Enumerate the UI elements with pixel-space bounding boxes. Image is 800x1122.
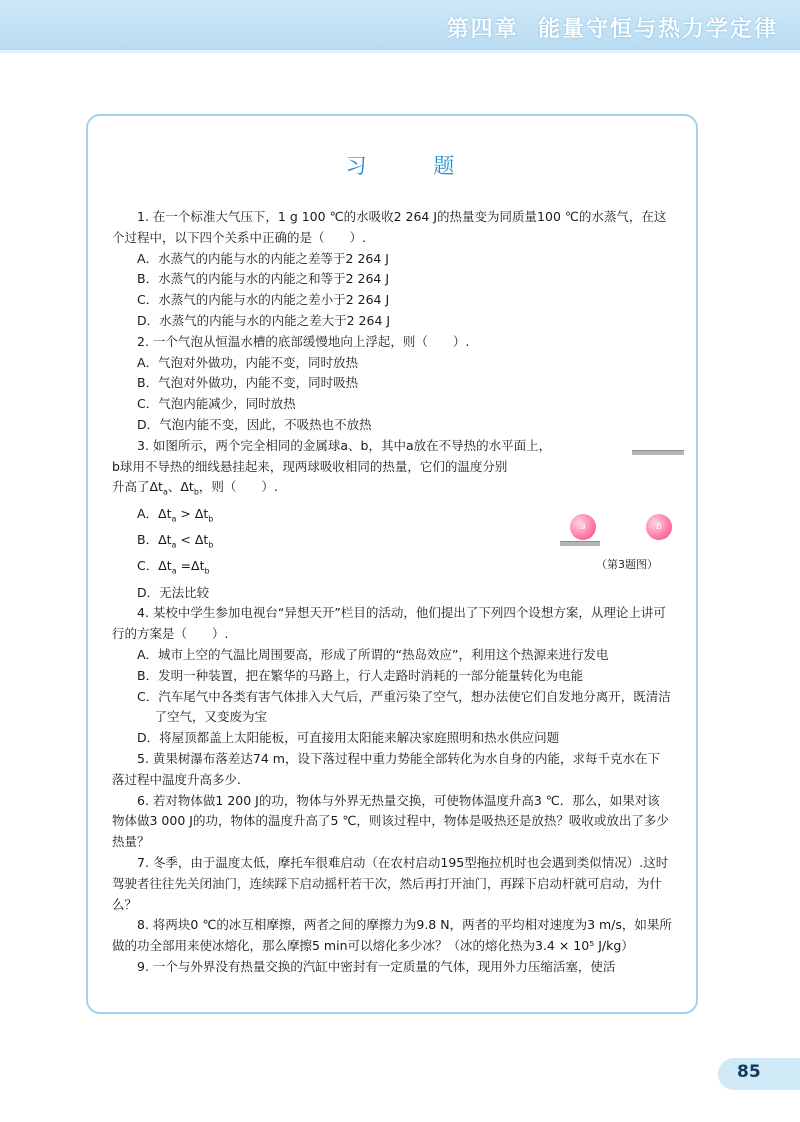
question-7: 7. 冬季，由于温度太低，摩托车很难启动（在农村启动195型拖拉机时也会遇到类似情况）.这时驾驶者往往先关闭油门，连续踩下启动摇杆若干次，然后再打开油门，再踩下启动杆就可启动，为什么？: [112, 854, 669, 912]
question-3-stem-line3: 升高了$\Delta t_a$、$\Delta t_b$，则（ ）.: [112, 479, 278, 497]
question-3-stem-line2: b球用不导热的细线悬挂起来，现两球吸收相同的热量，它们的温度分别: [112, 458, 508, 474]
question-3-option-a: A．$\Delta t_a > \Delta t_b$: [137, 505, 214, 524]
question-3-stem-line1: 3. 如图所示，两个完全相同的金属球a、b，其中a放在不导热的水平面上，: [137, 437, 552, 453]
question-9: 9. 一个与外界没有热量交换的汽缸中密封有一定质量的气体，现用外力压缩活塞，使活: [137, 958, 616, 974]
question-3-option-b: B．$\Delta t_a < \Delta t_b$: [137, 531, 214, 550]
section-title: 习 题: [345, 154, 485, 178]
question-2-option-c: C．气泡内能减少，同时放热: [137, 396, 296, 412]
figure-caption: （第3题图）: [596, 558, 658, 571]
question-6: 6. 若对物体做1 200 J的功，物体与外界无热量交换，可使物体温度升高3 ℃．那么，如果对该物体做3 000 J的功，物体的温度升高了5 ℃，则该过程中，物体是吸热还是放热？吸收或放出了多少热量？: [112, 792, 669, 850]
question-1-option-b: B．水蒸气的内能与水的内能之和等于2 264 J: [137, 271, 390, 287]
question-1-option-a: A．水蒸气的内能与水的内能之差等于2 264 J: [137, 250, 389, 266]
ceiling-support: [632, 450, 684, 455]
question-2-option-d: D．气泡内能不变，因此，不吸热也不放热: [137, 416, 372, 432]
question-4-option-a: A．城市上空的气温比周围要高，形成了所谓的“热岛效应”，利用这个热源来进行发电: [137, 646, 609, 662]
question-4-option-d: D．将屋顶都盖上太阳能板，可直接用太阳能来解决家庭照明和热水供应问题: [137, 730, 560, 746]
page-number: 85: [737, 1062, 761, 1082]
question-1-stem: 1. 在一个标准大气压下，1 g 100 ℃的水吸收2 264 J的热量变为同质量100 ℃的水蒸气，在这个过程中，以下四个关系中正确的是（ ）.: [112, 209, 667, 245]
question-2-stem: 2. 一个气泡从恒温水槽的底部缓慢地向上浮起，则（ ）.: [137, 333, 470, 349]
header-divider: [0, 50, 800, 53]
question-4-option-b: B．发明一种装置，把在繁华的马路上，行人走路时消耗的一部分能量转化为电能: [137, 667, 584, 683]
chapter-title: [447, 12, 778, 43]
question-3-option-d: D．无法比较: [137, 584, 210, 600]
question-3-option-c: C．$\Delta t_a =\Delta t_b$: [137, 558, 210, 576]
chapter-name: 能量守恒与热力学定律: [537, 17, 778, 42]
ball-b: b: [646, 514, 672, 540]
question-4-option-c: C．汽车尾气中各类有害气体排入大气后，严重污染了空气，想办法使它们自发地分离开，既清洁了空气，又变废为宝: [137, 688, 671, 725]
question-1-option-d: D．水蒸气的内能与水的内能之差大于2 264 J: [137, 312, 391, 328]
question-3-figure: [560, 440, 700, 580]
question-4-stem: 4. 某校中学生参加电视台“异想天开”栏目的活动，他们提出了下列四个设想方案，从理论上讲可行的方案是（ ）.: [112, 605, 666, 642]
question-8: 8. 将两块0 ℃的冰互相摩擦，两者之间的摩擦力为9.8 N，两者的平均相对速度为3 m/s，如果所做的功全部用来使冰熔化，那么摩擦5 min可以熔化多少冰？（冰的熔化热为3.4 × 10⁵ J/kg）: [112, 917, 672, 954]
insulating-surface: [560, 541, 600, 546]
question-2-option-a: A．气泡对外做功，内能不变，同时放热: [137, 354, 359, 370]
chapter-number: 第四章: [446, 17, 519, 42]
question-2-option-b: B．气泡对外做功，内能不变，同时吸热: [137, 375, 359, 391]
question-5: 5. 黄果树瀑布落差达74 m，设下落过程中重力势能全部转化为水自身的内能，求每千克水在下落过程中温度升高多少.: [112, 750, 660, 787]
ball-a: a: [570, 514, 596, 540]
question-1-option-c: C．水蒸气的内能与水的内能之差小于2 264 J: [137, 292, 390, 308]
exercise-content: [112, 207, 672, 978]
